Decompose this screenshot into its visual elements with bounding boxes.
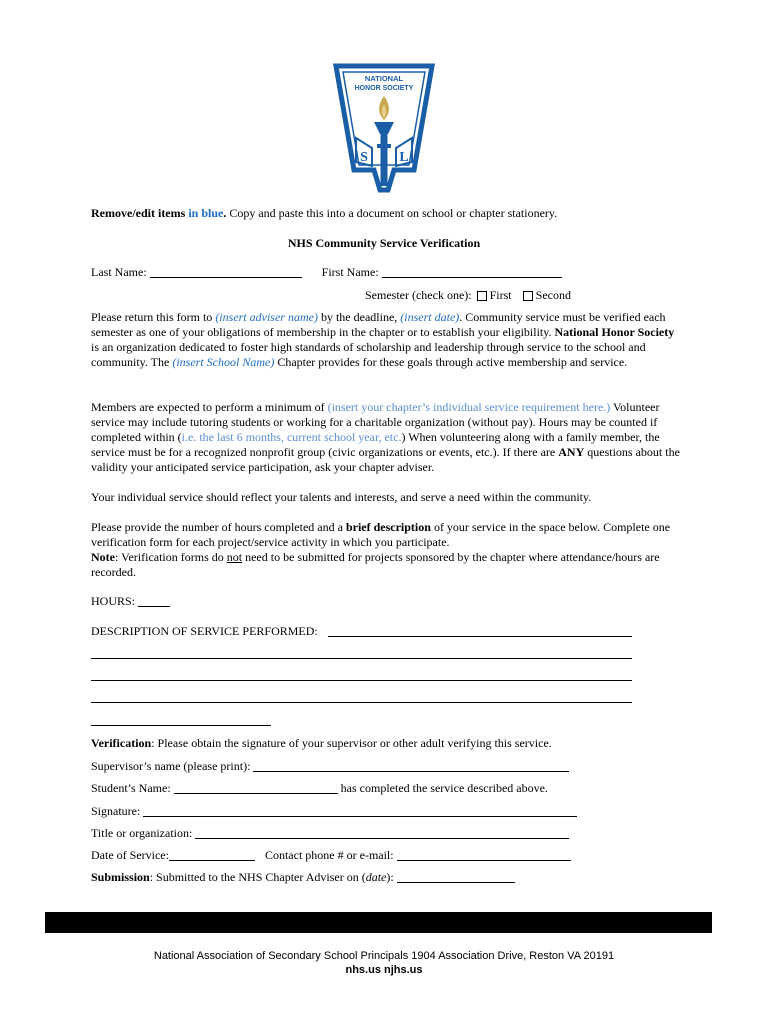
p4-brief-bold: brief description: [345, 520, 431, 534]
submission-text-a: : Submitted to the NHS Chapter Adviser on (: [149, 870, 366, 884]
footer-links: nhs.us njhs.us: [345, 964, 423, 976]
paragraph-talents: Your individual service should reflect your talents and interests, and serve a need within the community.: [91, 490, 592, 504]
logo-text-honor-society: HONOR SOCIETY: [354, 85, 414, 92]
page-title: NHS Community Service Verification: [287, 236, 481, 250]
semester-first-checkbox[interactable]: [477, 291, 487, 301]
description-label: DESCRIPTION OF SERVICE PERFORMED:: [91, 624, 318, 638]
intro-blue: in blue: [188, 206, 224, 220]
submission-bold: Submission: [91, 870, 150, 884]
footer-bar: [45, 912, 712, 933]
semester-first-label: First: [489, 288, 512, 302]
verification-text: : Please obtain the signature of your supervisor or other adult verifying this service.: [151, 736, 552, 750]
supervisor-row: [91, 759, 569, 774]
p2-text-b: Volunteer service may include tutoring students or working for a charitable organization (without pay). Hours may be counted if completed within (: [91, 400, 660, 444]
intro-period: .: [223, 206, 227, 220]
signature-label: Signature:: [91, 804, 141, 818]
intro-bold: Remove/edit items: [91, 206, 186, 220]
p2-text-a: Members are expected to perform a minimum of: [91, 400, 328, 414]
supervisor-label: Supervisor’s name (please print):: [91, 759, 251, 773]
p2-text-c: ) When volunteering along with a family member, the service must be for a recognized nonprofit group (civic organizations or events, etc.). If there are: [91, 430, 660, 459]
p1-adviser-placeholder: (insert adviser name): [215, 310, 318, 324]
description-field-line-2[interactable]: [91, 658, 632, 659]
paragraph-requirements: [91, 400, 681, 475]
verification-bold: Verification: [91, 736, 152, 750]
title-org-label: Title or organization:: [91, 826, 193, 840]
description-row: [91, 624, 318, 639]
p4-not-underlined: not: [226, 550, 243, 564]
p1-school-placeholder: (insert School Name): [172, 355, 275, 369]
student-suffix: has completed the service described above.: [340, 781, 548, 795]
p2-any-bold: ANY: [558, 445, 585, 459]
date-of-service-field[interactable]: [169, 848, 255, 861]
p4-text-d: need to be submitted for projects sponsored by the chapter where attendance/hours are recorded.: [91, 550, 660, 579]
description-field-line-5[interactable]: [91, 725, 271, 726]
last-name-field[interactable]: [150, 265, 302, 278]
submission-text-b: ):: [386, 870, 394, 884]
p2-within-placeholder: i.e. the last 6 months, current school year, etc.: [181, 430, 402, 444]
contact-label: Contact phone # or e-mail:: [264, 848, 394, 862]
p1-text-b: by the deadline,: [317, 310, 401, 324]
p2-requirement-placeholder: (insert your chapter’s individual service requirement here.): [327, 400, 611, 414]
p4-text-b: of your service in the space below. Complete one verification form for each project/service activity in which you participate.: [91, 520, 671, 549]
p4-text-a: Please provide the number of hours completed and a: [91, 520, 346, 534]
signature-row: [91, 804, 577, 819]
semester-second-checkbox[interactable]: [523, 291, 533, 301]
p1-nhs-bold: National Honor Society: [554, 325, 675, 339]
date-of-service-label: Date of Service:: [91, 848, 169, 862]
verification-row: [91, 736, 552, 751]
p1-text-e: Chapter provides for these goals through active membership and service.: [274, 355, 628, 369]
logo-text-national: NATIONAL: [364, 74, 404, 83]
student-name-field[interactable]: [174, 781, 338, 794]
p4-note-bold: Note: [91, 550, 115, 564]
semester-label: Semester (check one):: [365, 288, 472, 302]
first-name-field[interactable]: [382, 265, 562, 278]
contact-field[interactable]: [397, 848, 571, 861]
p1-date-placeholder: (insert date): [400, 310, 460, 324]
footer-address: National Association of Secondary School Principals 1904 Association Drive, Reston VA 20191: [153, 950, 615, 962]
semester-second-label: Second: [535, 288, 571, 302]
signature-field[interactable]: [143, 804, 577, 817]
submission-date-italic: date: [365, 870, 387, 884]
p1-text-d: is an organization dedicated to foster high standards of scholarship and leadership through service to the school and community. The: [91, 340, 646, 369]
description-field-line-4[interactable]: [91, 702, 632, 703]
first-name-label: First Name:: [321, 265, 379, 279]
student-row: [91, 781, 548, 796]
last-name-label: Last Name:: [91, 265, 147, 279]
hours-field[interactable]: [138, 594, 170, 607]
paragraph-return-form: [91, 310, 681, 370]
description-field-line-1[interactable]: [328, 636, 632, 637]
hours-label: HOURS:: [91, 594, 136, 608]
supervisor-name-field[interactable]: [253, 759, 569, 772]
intro-line: [91, 206, 681, 221]
hours-row: [91, 594, 170, 609]
p2-text-d: questions about the validity your anticipated service participation, ask your chapter adviser.: [91, 445, 680, 474]
submission-row: [91, 870, 515, 885]
logo-letter-l: L: [399, 150, 409, 165]
description-field-line-3[interactable]: [91, 680, 632, 681]
name-row: [91, 265, 691, 280]
p1-text-a: Please return this form to: [91, 310, 216, 324]
logo-letter-s: S: [360, 150, 368, 165]
student-label: Student’s Name:: [91, 781, 171, 795]
paragraph-hours-instructions: [91, 520, 681, 580]
nhs-keystone-logo: [332, 62, 436, 194]
title-org-field[interactable]: [195, 826, 569, 839]
semester-row: [365, 288, 571, 303]
date-contact-row: [91, 848, 571, 863]
submission-date-field[interactable]: [397, 870, 515, 883]
p4-text-c: : Verification forms do: [115, 550, 227, 564]
title-org-row: [91, 826, 569, 841]
p1-text-c: . Community service must be verified each semester as one of your obligations of membership in the chapter or to establish your eligibility.: [91, 310, 666, 339]
intro-rest: Copy and paste this into a document on school or chapter stationery.: [226, 206, 558, 220]
